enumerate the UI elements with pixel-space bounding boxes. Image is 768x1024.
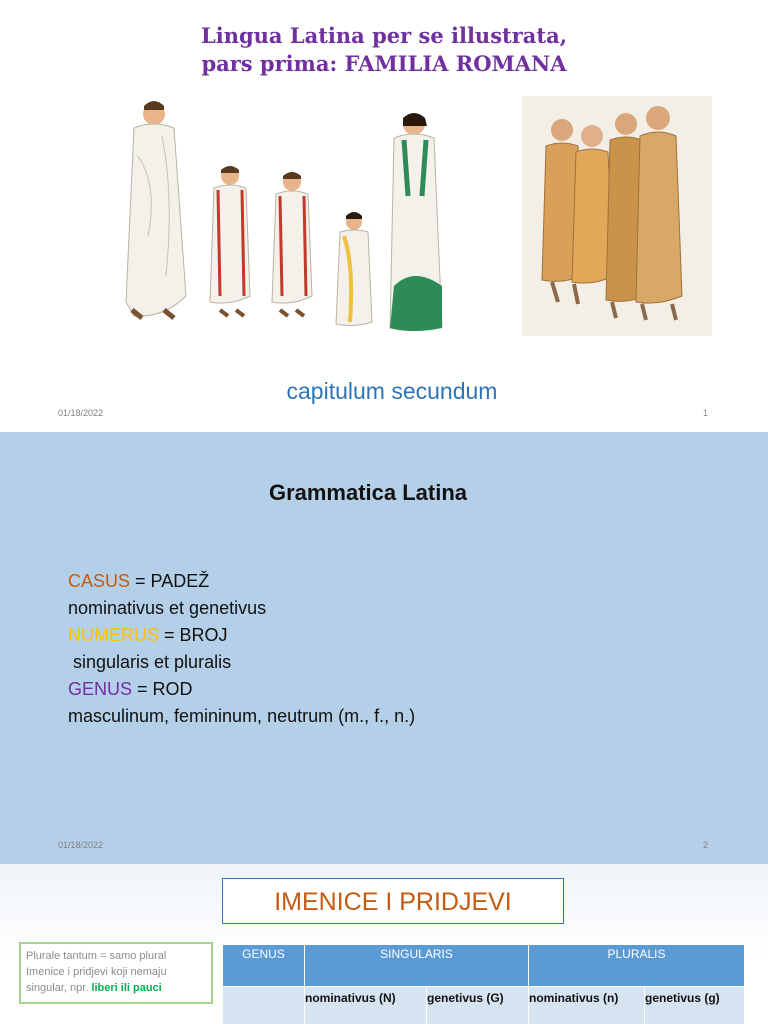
sub-sg-gen: genetivus (G) <box>427 987 529 1024</box>
sub-pl-nom: nominativus (n) <box>529 987 645 1024</box>
col-pluralis: PLURALIS <box>529 945 745 987</box>
slave-figures <box>542 106 682 320</box>
casus-line <box>68 568 728 595</box>
genus-label: GENUS <box>68 679 133 699</box>
casus-definition: = PADEŽ <box>130 571 210 591</box>
casus-label: CASUS <box>68 571 131 591</box>
slide-1-page-number: 1 <box>703 408 709 418</box>
title-line-2: pars prima: FAMILIA ROMANA <box>201 51 567 76</box>
table-subheader-row <box>223 987 745 1024</box>
numerus-line <box>68 622 728 649</box>
sub-empty-cell <box>223 987 305 1024</box>
slide-2-title: Grammatica Latina <box>268 480 468 505</box>
father-figure <box>126 101 186 318</box>
slide-3-title: IMENICE I PRIDJEVI <box>222 878 564 924</box>
roman-slaves-illustration <box>522 96 712 336</box>
sub-sg-nom: nominativus (N) <box>305 987 427 1024</box>
slide-1 <box>0 0 768 432</box>
slide-2 <box>0 432 768 864</box>
table-header-row <box>223 945 745 987</box>
note-line-3-prefix: singular, npr. <box>26 982 92 994</box>
note-line-1: Plurale tantum = samo plural <box>26 950 167 962</box>
declension-table <box>222 944 745 1024</box>
grammar-terms-list <box>68 568 728 730</box>
genus-line <box>68 676 728 703</box>
mother-figure <box>390 113 442 331</box>
slide-1-date: 01/18/2022 <box>58 408 104 418</box>
numerus-label: NUMERUS <box>68 625 160 645</box>
col-singularis: SINGULARIS <box>305 945 529 987</box>
title-line-1: Lingua Latina per se illustrata, <box>200 23 568 48</box>
slide-2-page-number: 2 <box>703 840 709 850</box>
slide-1-subtitle: capitulum secundum <box>286 378 498 404</box>
numerus-values: singularis et pluralis <box>68 652 232 672</box>
plurale-tantum-note <box>19 942 213 1004</box>
son-figure-2 <box>272 172 312 316</box>
genus-definition: = ROD <box>132 679 193 699</box>
roman-family-illustration <box>104 96 464 346</box>
note-line-2: Imenice i pridjevi koji nemaju <box>26 966 167 978</box>
son-figure-1 <box>210 166 250 316</box>
casus-values: nominativus et genetivus <box>68 598 267 618</box>
sub-pl-gen: genetivus (g) <box>645 987 745 1024</box>
daughter-figure <box>336 212 372 326</box>
col-genus: GENUS <box>223 945 305 987</box>
slide-1-title <box>0 22 768 78</box>
numerus-definition: = BROJ <box>159 625 228 645</box>
slide-3 <box>0 864 768 1024</box>
note-highlight: liberi ili pauci <box>91 982 162 994</box>
genus-values: masculinum, femininum, neutrum (m., f., n.) <box>68 706 416 726</box>
note-line-3 <box>26 980 206 996</box>
slide-2-date: 01/18/2022 <box>58 840 104 850</box>
